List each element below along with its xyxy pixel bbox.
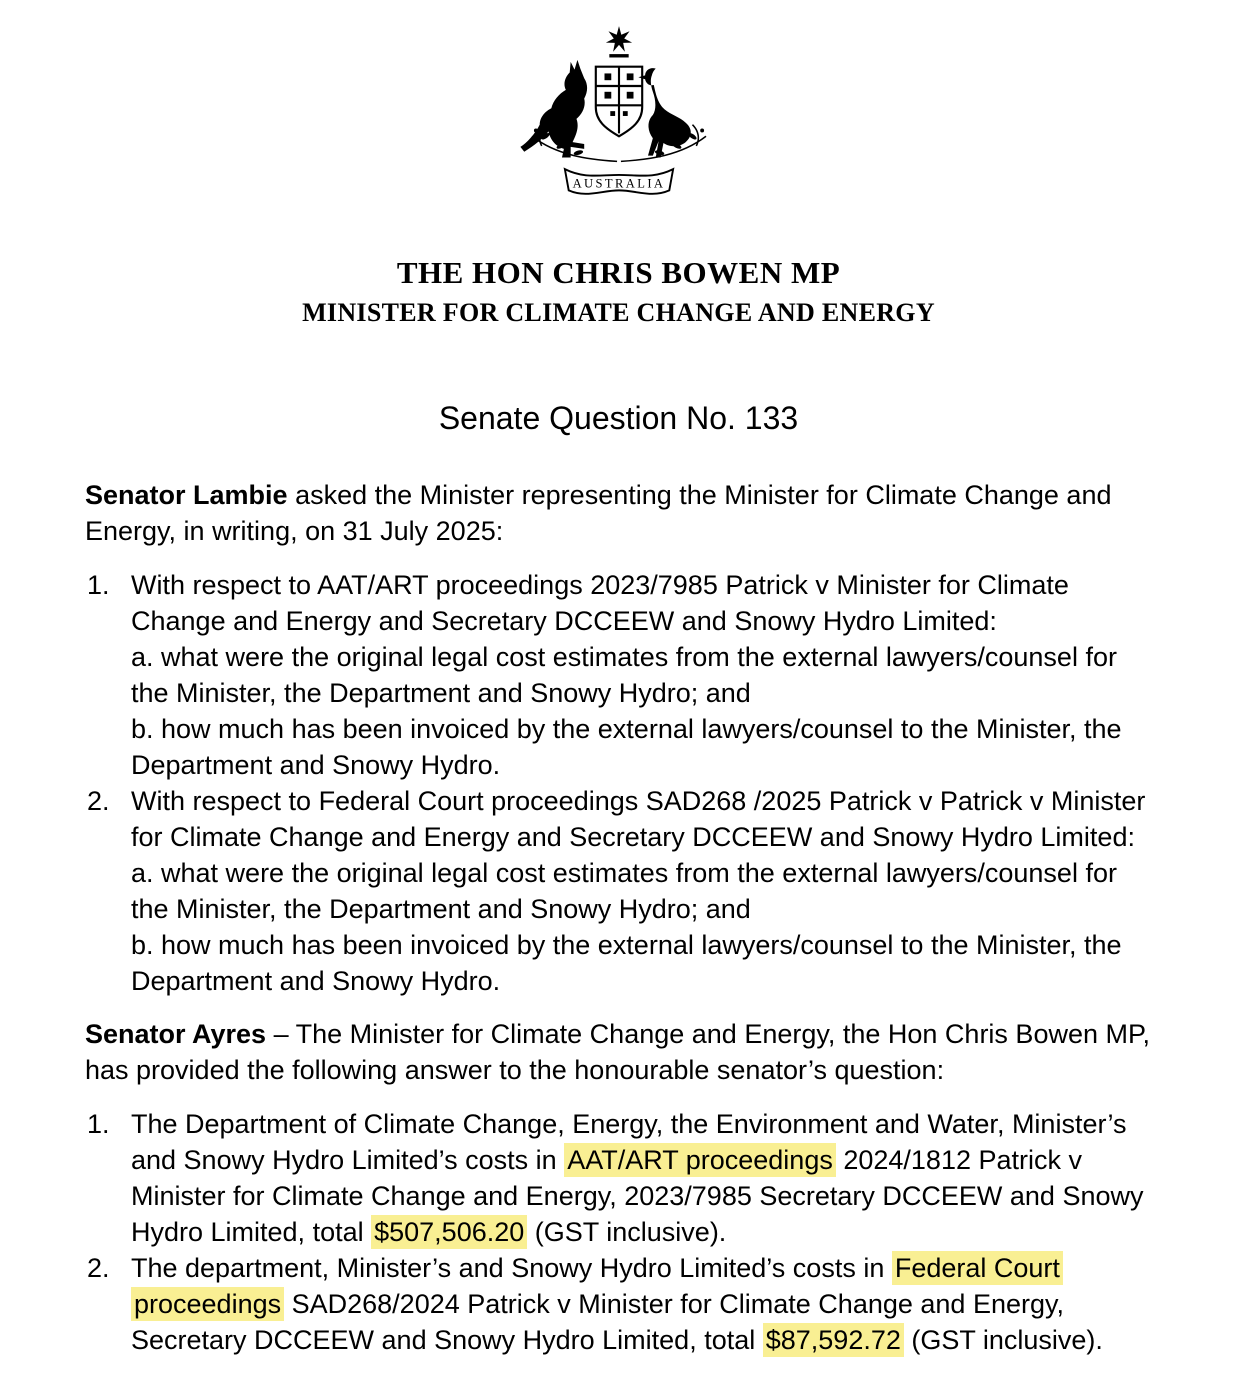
page-title: Senate Question No. 133 <box>438 400 799 436</box>
text-run: SAD268/2024 Patrick v Minister for Climate Change and Energy, Secretary DCCEEW and Snowy Hydro Limited, total <box>131 1289 1064 1355</box>
text-run: a. what were the original legal cost estimates from the external lawyers/counsel for the Minister, the Department and Snowy Hydro; and <box>131 642 1117 708</box>
text-run: 2024/1812 Patrick v Minister for Climate Change and Energy, 2023/7985 Secretary DCCEEW and Snowy Hydro Limited, total <box>131 1145 1144 1247</box>
australia-banner <box>564 169 672 194</box>
question-item <box>85 567 1152 783</box>
answer-list <box>85 1106 1152 1358</box>
highlighted-text: Federal Court proceedings <box>131 1251 1063 1321</box>
highlighted-text: $87,592.72 <box>763 1323 904 1357</box>
text-run: With respect to AAT/ART proceedings 2023/7985 Patrick v Minister for Climate Change and Energy and Secretary DCCEEW and Snowy Hydro Limited: <box>131 570 1069 636</box>
commonwealth-star-icon <box>605 26 631 52</box>
text-run: b. how much has been invoiced by the external lawyers/counsel to the Minister, the Department and Snowy Hydro. <box>131 930 1122 996</box>
highlighted-text: AAT/ART proceedings <box>564 1143 836 1177</box>
answer-intro-paragraph <box>85 1016 1152 1088</box>
kangaroo-icon <box>520 60 587 158</box>
australian-coat-of-arms <box>85 24 1152 211</box>
answer-item <box>85 1250 1152 1358</box>
answer-item <box>85 1106 1152 1250</box>
text-run: The department, Minister’s and Snowy Hydro Limited’s costs in <box>131 1253 892 1283</box>
shield-icon <box>595 67 641 137</box>
text-run: a. what were the original legal cost estimates from the external lawyers/counsel for the Minister, the Department and Snowy Hydro; and <box>131 858 1117 924</box>
text-run: – The Minister for Climate Change and Energy, the Hon Chris Bowen MP, has provided the following answer to the honourable senator’s question: <box>85 1019 1151 1085</box>
question-item <box>85 783 1152 999</box>
text-run: asked the Minister representing the Minister for Climate Change and Energy, in writing, on 31 July 2025: <box>85 480 1112 546</box>
question-intro-paragraph <box>85 477 1152 549</box>
bold-lead-text: Senator Ayres <box>85 1019 267 1049</box>
bold-lead-text: Senator Lambie <box>85 480 288 510</box>
text-run: b. how much has been invoiced by the external lawyers/counsel to the Minister, the Department and Snowy Hydro. <box>131 714 1122 780</box>
minister-role-heading: MINISTER FOR CLIMATE CHANGE AND ENERGY <box>302 298 935 327</box>
coat-of-arms-banner-text: AUSTRALIA <box>572 176 665 191</box>
highlighted-text: $507,506.20 <box>371 1215 527 1249</box>
coat-of-arms-graphic <box>503 24 735 206</box>
question-list <box>85 567 1152 999</box>
text-run: (GST inclusive). <box>527 1217 727 1247</box>
text-run: (GST inclusive). <box>903 1325 1103 1355</box>
text-run: With respect to Federal Court proceedings SAD268 /2025 Patrick v Patrick v Minister for Climate Change and Energy and Secretary DCCEEW and Snowy Hydro Limited: <box>131 786 1146 852</box>
minister-name-heading: THE HON CHRIS BOWEN MP <box>396 255 841 290</box>
emu-icon <box>638 68 690 157</box>
text-run: The Department of Climate Change, Energy, the Environment and Water, Minister’s and Snowy Hydro Limited’s costs in <box>131 1109 1127 1175</box>
